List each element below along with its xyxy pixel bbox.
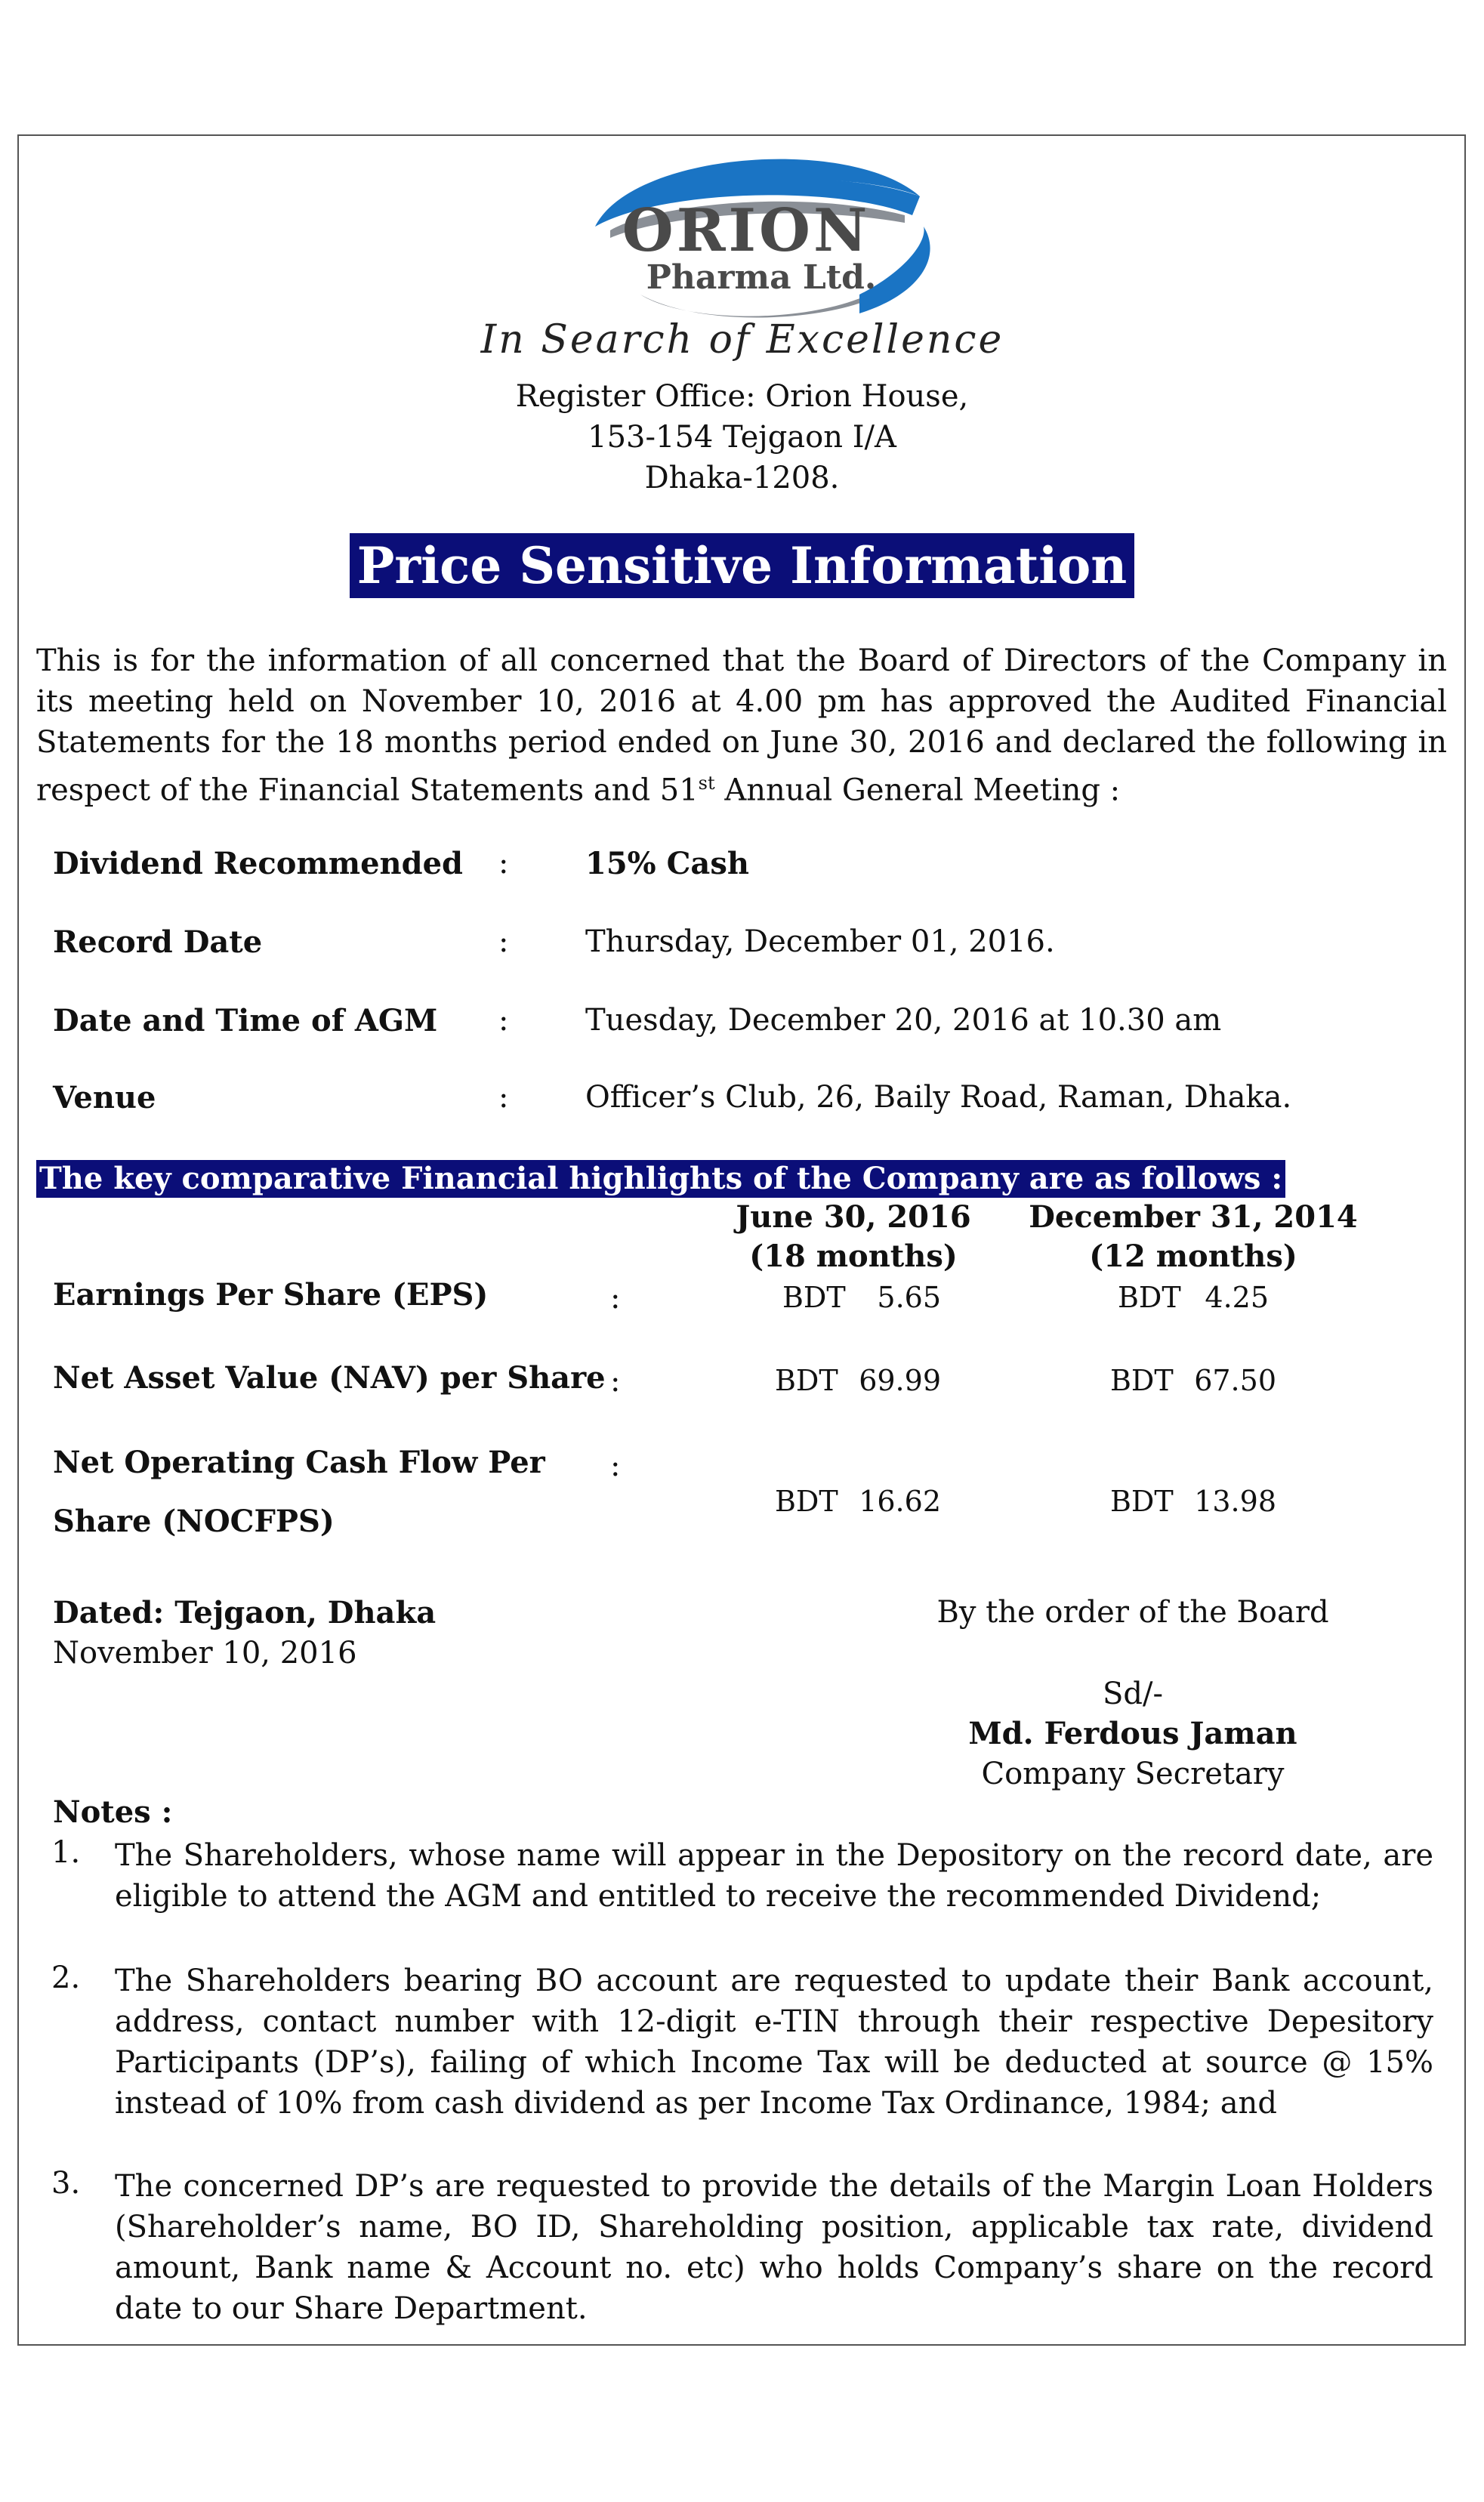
address-line2: 153-154 Tejgaon I/A [588, 420, 896, 455]
address-line3: Dhaka-1208. [644, 461, 840, 495]
intro-text-end: Annual General Meeting : [714, 773, 1121, 808]
note-text: The Shareholders, whose name will appear in the Depository on the record date, are eligible to attend the AGM and entitled to receive the recommended Dividend; [115, 1838, 1433, 1914]
detail-value-record-date: Thursday, December 01, 2016. [585, 924, 1055, 959]
detail-value-dividend: 15% Cash [585, 846, 749, 881]
detail-label-dividend: Dividend Recommended [53, 846, 464, 881]
nocfps-2014-value: 13.98 [1194, 1485, 1276, 1518]
row-label-nav: Net Asset Value (NAV) per Share [53, 1360, 606, 1396]
row-colon: : [610, 1364, 621, 1399]
signature-sd: Sd/- [1103, 1677, 1163, 1711]
note-number: 2. [51, 1961, 81, 1995]
nocfps-2014-currency: BDT [1110, 1485, 1174, 1518]
column-header-2014-period: (12 months) [1089, 1239, 1297, 1274]
eps-2016-currency: BDT [782, 1281, 846, 1314]
address-line1: Register Office: Orion House, [515, 379, 969, 414]
eps-2016-value: 5.65 [877, 1281, 941, 1314]
nocfps-2016-currency: BDT [775, 1485, 838, 1518]
signatory-designation: Company Secretary [981, 1757, 1285, 1791]
nocfps-2016-value: 16.62 [859, 1485, 941, 1518]
detail-label-agm: Date and Time of AGM [53, 1003, 438, 1038]
eps-2014-currency: BDT [1118, 1281, 1181, 1314]
detail-colon: : [498, 846, 509, 881]
order-text: By the order of the Board [936, 1595, 1329, 1630]
column-header-2016 [702, 1198, 1004, 1276]
page-title: Price Sensitive Information [350, 533, 1135, 598]
row-label-nocfps-line1: Net Operating Cash Flow Per [53, 1445, 545, 1480]
row-colon: : [610, 1448, 621, 1483]
dated-date: November 10, 2016 [53, 1636, 357, 1671]
nav-2016-currency: BDT [775, 1364, 838, 1397]
dated-place: Dated: Tejgaon, Dhaka [53, 1595, 437, 1630]
nav-2014-currency: BDT [1110, 1364, 1174, 1397]
column-header-2014-date: December 31, 2014 [1029, 1199, 1358, 1235]
intro-superscript: st [698, 773, 715, 794]
notes-heading: Notes : [53, 1794, 173, 1830]
column-header-2016-period: (18 months) [749, 1239, 958, 1274]
note-number: 1. [51, 1835, 81, 1870]
signatory-name: Md. Ferdous Jaman [968, 1716, 1297, 1751]
column-header-2016-date: June 30, 2016 [736, 1199, 971, 1235]
note-number: 3. [51, 2166, 81, 2201]
highlights-banner: The key comparative Financial highlights of the Company are as follows : [36, 1160, 1285, 1198]
detail-label-venue: Venue [53, 1080, 156, 1115]
note-text: The concerned DP’s are requested to provide the details of the Margin Loan Holders (Shareholder’s name, BO ID, Shareholding position, applicable tax rate, dividend amount, Bank name & Account no. etc) who holds Company’s share on the record date to our Share Department. [115, 2169, 1433, 2326]
nav-2016-value: 69.99 [859, 1364, 941, 1397]
intro-text: This is for the information of all concerned that the Board of Directors of the Company in its meeting held on November 10, 2016 at 4.00 pm has approved the Audited Financial Statements for the 18 months period ended on June 30, 2016 and declared the following in respect of the Financial Statements and 51 [36, 643, 1447, 808]
note-text: The Shareholders bearing BO account are requested to update their Bank account, address, contact number with 12-digit e-TIN through their respective Depesitory Participants (DP’s), failing of which Income Tax will be deducted at source @ 15% instead of 10% from cash dividend as per Income Tax Ordinance, 1984; and [115, 1964, 1433, 2121]
row-label-eps: Earnings Per Share (EPS) [53, 1277, 489, 1313]
row-label-nocfps-line2: Share (NOCFPS) [53, 1504, 335, 1539]
title-wrapper [0, 533, 1484, 598]
logo-name-line1: ORION [622, 196, 871, 265]
column-header-2014 [1012, 1198, 1374, 1276]
logo-tagline: In Search of Excellence [480, 317, 1004, 362]
eps-2014-value: 4.25 [1205, 1281, 1269, 1314]
detail-colon: : [498, 924, 509, 959]
row-colon: : [610, 1281, 621, 1316]
detail-value-agm: Tuesday, December 20, 2016 at 10.30 am [585, 1003, 1222, 1038]
detail-colon: : [498, 1080, 509, 1115]
nav-2014-value: 67.50 [1194, 1364, 1276, 1397]
logo-name-line2: Pharma Ltd. [646, 258, 877, 297]
intro-paragraph [36, 640, 1447, 810]
detail-colon: : [498, 1003, 509, 1038]
detail-value-venue: Officer’s Club, 26, Baily Road, Raman, Dhaka. [585, 1080, 1292, 1115]
detail-label-record-date: Record Date [53, 924, 263, 960]
